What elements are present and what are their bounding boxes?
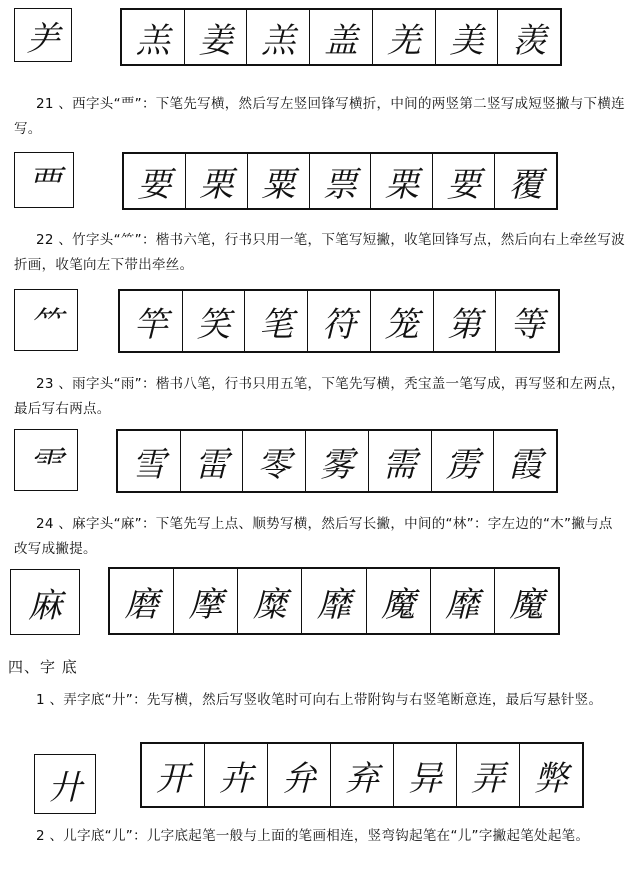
radical-box: ⺶ (14, 8, 72, 62)
paragraph-4-2: 2 、儿字底“儿”：儿字底起笔一般与上面的笔画相连，竖弯钩起笔在“儿”字撇起笔处起笔。 (36, 828, 590, 844)
example-row-3 (0, 425, 640, 501)
character-cell: 磨 (110, 569, 174, 633)
character-strip (116, 429, 558, 493)
character-cell: 霞 (508, 444, 543, 485)
character-cell: 要 (433, 154, 495, 208)
character-cell: 雾 (306, 431, 369, 491)
character-cell: 要 (124, 154, 186, 208)
character-cell: 弄 (457, 744, 520, 806)
character-cell: 粟 (248, 154, 310, 208)
character-cell: 符 (308, 291, 371, 351)
character-strip (108, 567, 560, 635)
character-strip (122, 152, 558, 210)
character-cell: 栗 (186, 154, 248, 208)
paragraph-24: 24 、麻字头“麻”：下笔先写上点、顺势写横，然后写长撇，中间的“林”：字左边的“木”撇与点改写成撇提。 (14, 516, 613, 557)
radical-box: 麻 (10, 569, 80, 635)
character-cell: 开 (142, 744, 205, 806)
paragraph-23: 23 、雨字头“雨”：楷书八笔，行书只用五笔，下笔先写横，秃宝盖一笔写成，再写竖和左两点，最后写右两点。 (14, 376, 625, 417)
character-cell: 第 (434, 291, 497, 351)
radical-box: 覀 (14, 152, 74, 208)
character-cell: 魔 (367, 569, 431, 633)
character-cell: 摩 (174, 569, 238, 633)
character-cell: 卉 (205, 744, 268, 806)
example-row-1 (0, 148, 640, 218)
character-cell: 靡 (431, 569, 495, 633)
character-cell: 零 (243, 431, 306, 491)
radical-box: ⺮ (14, 289, 78, 351)
radical-box: ⻗ (14, 429, 78, 491)
character-cell: 雪 (118, 431, 181, 491)
character-cell: 票 (310, 154, 372, 208)
example-row-5 (0, 740, 640, 820)
character-cell: 魔 (509, 584, 544, 625)
character-cell: 羡 (512, 20, 547, 61)
character-cell: 覆 (508, 164, 543, 205)
character-cell: 笔 (245, 291, 308, 351)
example-row-4 (0, 565, 640, 641)
section-title: 四、字 底 (8, 658, 78, 676)
character-cell: 盖 (310, 10, 373, 64)
character-strip (140, 742, 584, 808)
character-cell: 羌 (373, 10, 436, 64)
character-cell: 羔 (247, 10, 310, 64)
character-cell: 笼 (371, 291, 434, 351)
paragraph-4-1: 1 、弄字底“廾”：先写横，然后写竖收笔时可向右上带附钩与右竖笔断意连，最后写悬针竖。 (36, 692, 603, 708)
character-cell: 弁 (268, 744, 331, 806)
paragraph-22: 22 、竹字头“⺮”：楷书六笔，行书只用一笔，下笔写短撇，收笔回锋写点，然后向右上牵丝写波折画，收笔向左下带出牵丝。 (14, 232, 625, 273)
character-cell: 雷 (181, 431, 244, 491)
character-cell: 弊 (534, 758, 568, 799)
character-cell: 异 (394, 744, 457, 806)
character-cell: 弃 (331, 744, 394, 806)
character-cell: 姜 (185, 10, 248, 64)
character-cell: 竿 (120, 291, 183, 351)
character-cell: 靡 (302, 569, 366, 633)
character-cell: 栗 (371, 154, 433, 208)
radical-box: 廾 (34, 754, 96, 814)
character-cell: 雳 (432, 431, 495, 491)
character-strip (120, 8, 562, 66)
character-cell: 笑 (183, 291, 246, 351)
character-cell: 羔 (122, 10, 185, 64)
character-cell: 等 (510, 304, 545, 345)
character-cell: 需 (369, 431, 432, 491)
character-cell: 美 (436, 10, 499, 64)
character-cell: 糜 (238, 569, 302, 633)
character-strip (118, 289, 560, 353)
example-row-0 (0, 0, 640, 70)
example-row-2 (0, 285, 640, 361)
paragraph-21: 21 、西字头“覀”：下笔先写横，然后写左竖回锋写横折，中间的两竖第二竖写成短竖撇与下横连写。 (14, 96, 625, 137)
